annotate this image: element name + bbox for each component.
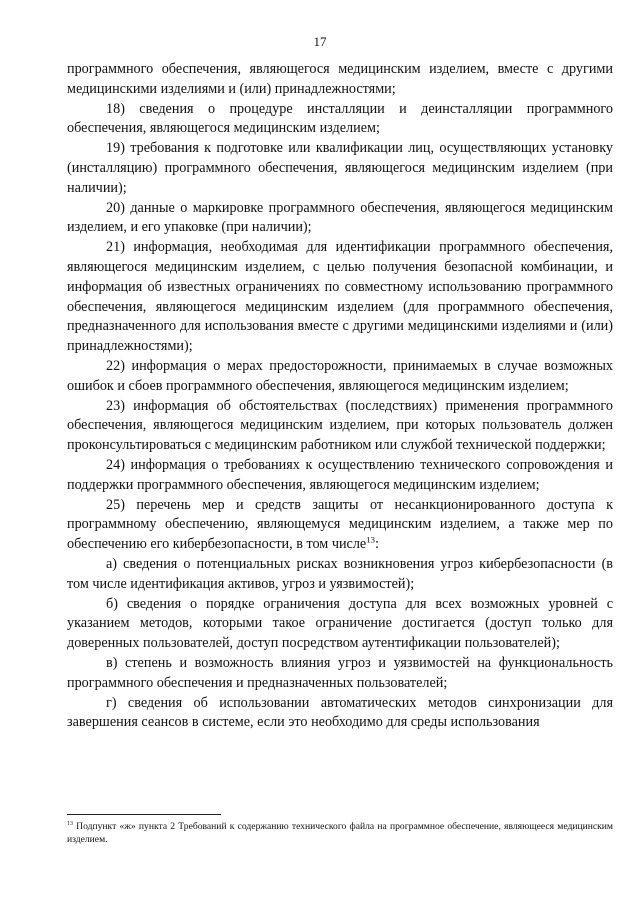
document-body (67, 60, 613, 733)
list-item-22: 22) информация о мерах предосторожности, принимаемых в случае возможных ошибок и сбоев программного обеспечения, являющегося медицинским изделием; (67, 357, 613, 394)
page-number: 17 (313, 34, 327, 49)
list-item-20: 20) данные о маркировке программного обеспечения, являющегося медицинским изделием, и его упаковке (при наличии); (67, 199, 613, 236)
list-item-25-colon: : (375, 536, 379, 553)
footnote-reference[interactable]: 13 (366, 534, 376, 545)
footnote (67, 821, 613, 846)
list-item-19: 19) требования к подготовке или квалификации лиц, осуществляющих установку (инсталляцию) программного обеспечения, являющегося медицинским изделием (при наличии); (67, 140, 613, 196)
subitem-v: в) степень и возможность влияния угроз и уязвимостей на функциональность программного обеспечения и предназначенных пользователей; (67, 654, 613, 691)
list-item-21: 21) информация, необходимая для идентификации программного обеспечения, являющегося медицинским изделием, с целью получения безопасной комбинации, и информация об известных ограничениях по совместному использованию программного обеспечения, являющегося медицинским изделием (для программного обеспечения, предназначенного для использования вместе с другими медицинскими изделиями и (или) принадлежностями); (67, 239, 613, 355)
list-item-25 (67, 496, 613, 555)
list-item-24: 24) информация о требованиях к осуществлению технического сопровождения и поддержки программного обеспечения, являющегося медицинским изделием; (67, 456, 613, 493)
list-item-23: 23) информация об обстоятельствах (последствиях) применения программного обеспечения, являющегося медицинским изделием, при которых пользователь должен проконсультироваться с медицинским работником или службой технической поддержки; (67, 397, 613, 454)
subitem-a: а) сведения о потенциальных рисках возникновения угроз кибербезопасности (в том числе идентификация активов, угроз и уязвимостей); (67, 555, 613, 592)
list-item-25-text: 25) перечень мер и средств защиты от несанкционированного доступа к программному обеспечению, являющемуся медицинским изделием, а также мер по обеспечению его кибербезопасности, в том числе (67, 496, 613, 553)
subitem-b: б) сведения о порядке ограничения доступа для всех возможных уровней с указанием методов, которыми такое ограничение достигается (доступ только для доверенных пользователей, доступ посредством аутентификации пользователей); (67, 595, 613, 652)
subitem-g: г) сведения об использовании автоматических методов синхронизации для завершения сеансов в системе, если это необходимо для среды использования (67, 694, 613, 731)
footnote-mark: 13 (67, 820, 73, 827)
footnote-separator (67, 814, 221, 815)
footnote-text: Подпункт «ж» пункта 2 Требований к содержанию технического файла на программное обеспечение, являющееся медицинским изделием. (67, 821, 613, 845)
list-item-18: 18) сведения о процедуре инсталляции и деинсталляции программного обеспечения, являющегося медицинским изделием; (67, 100, 613, 137)
paragraph-continuation: программного обеспечения, являющегося медицинским изделием, вместе с другими медицинскими изделиями и (или) принадлежностями; (67, 61, 613, 97)
